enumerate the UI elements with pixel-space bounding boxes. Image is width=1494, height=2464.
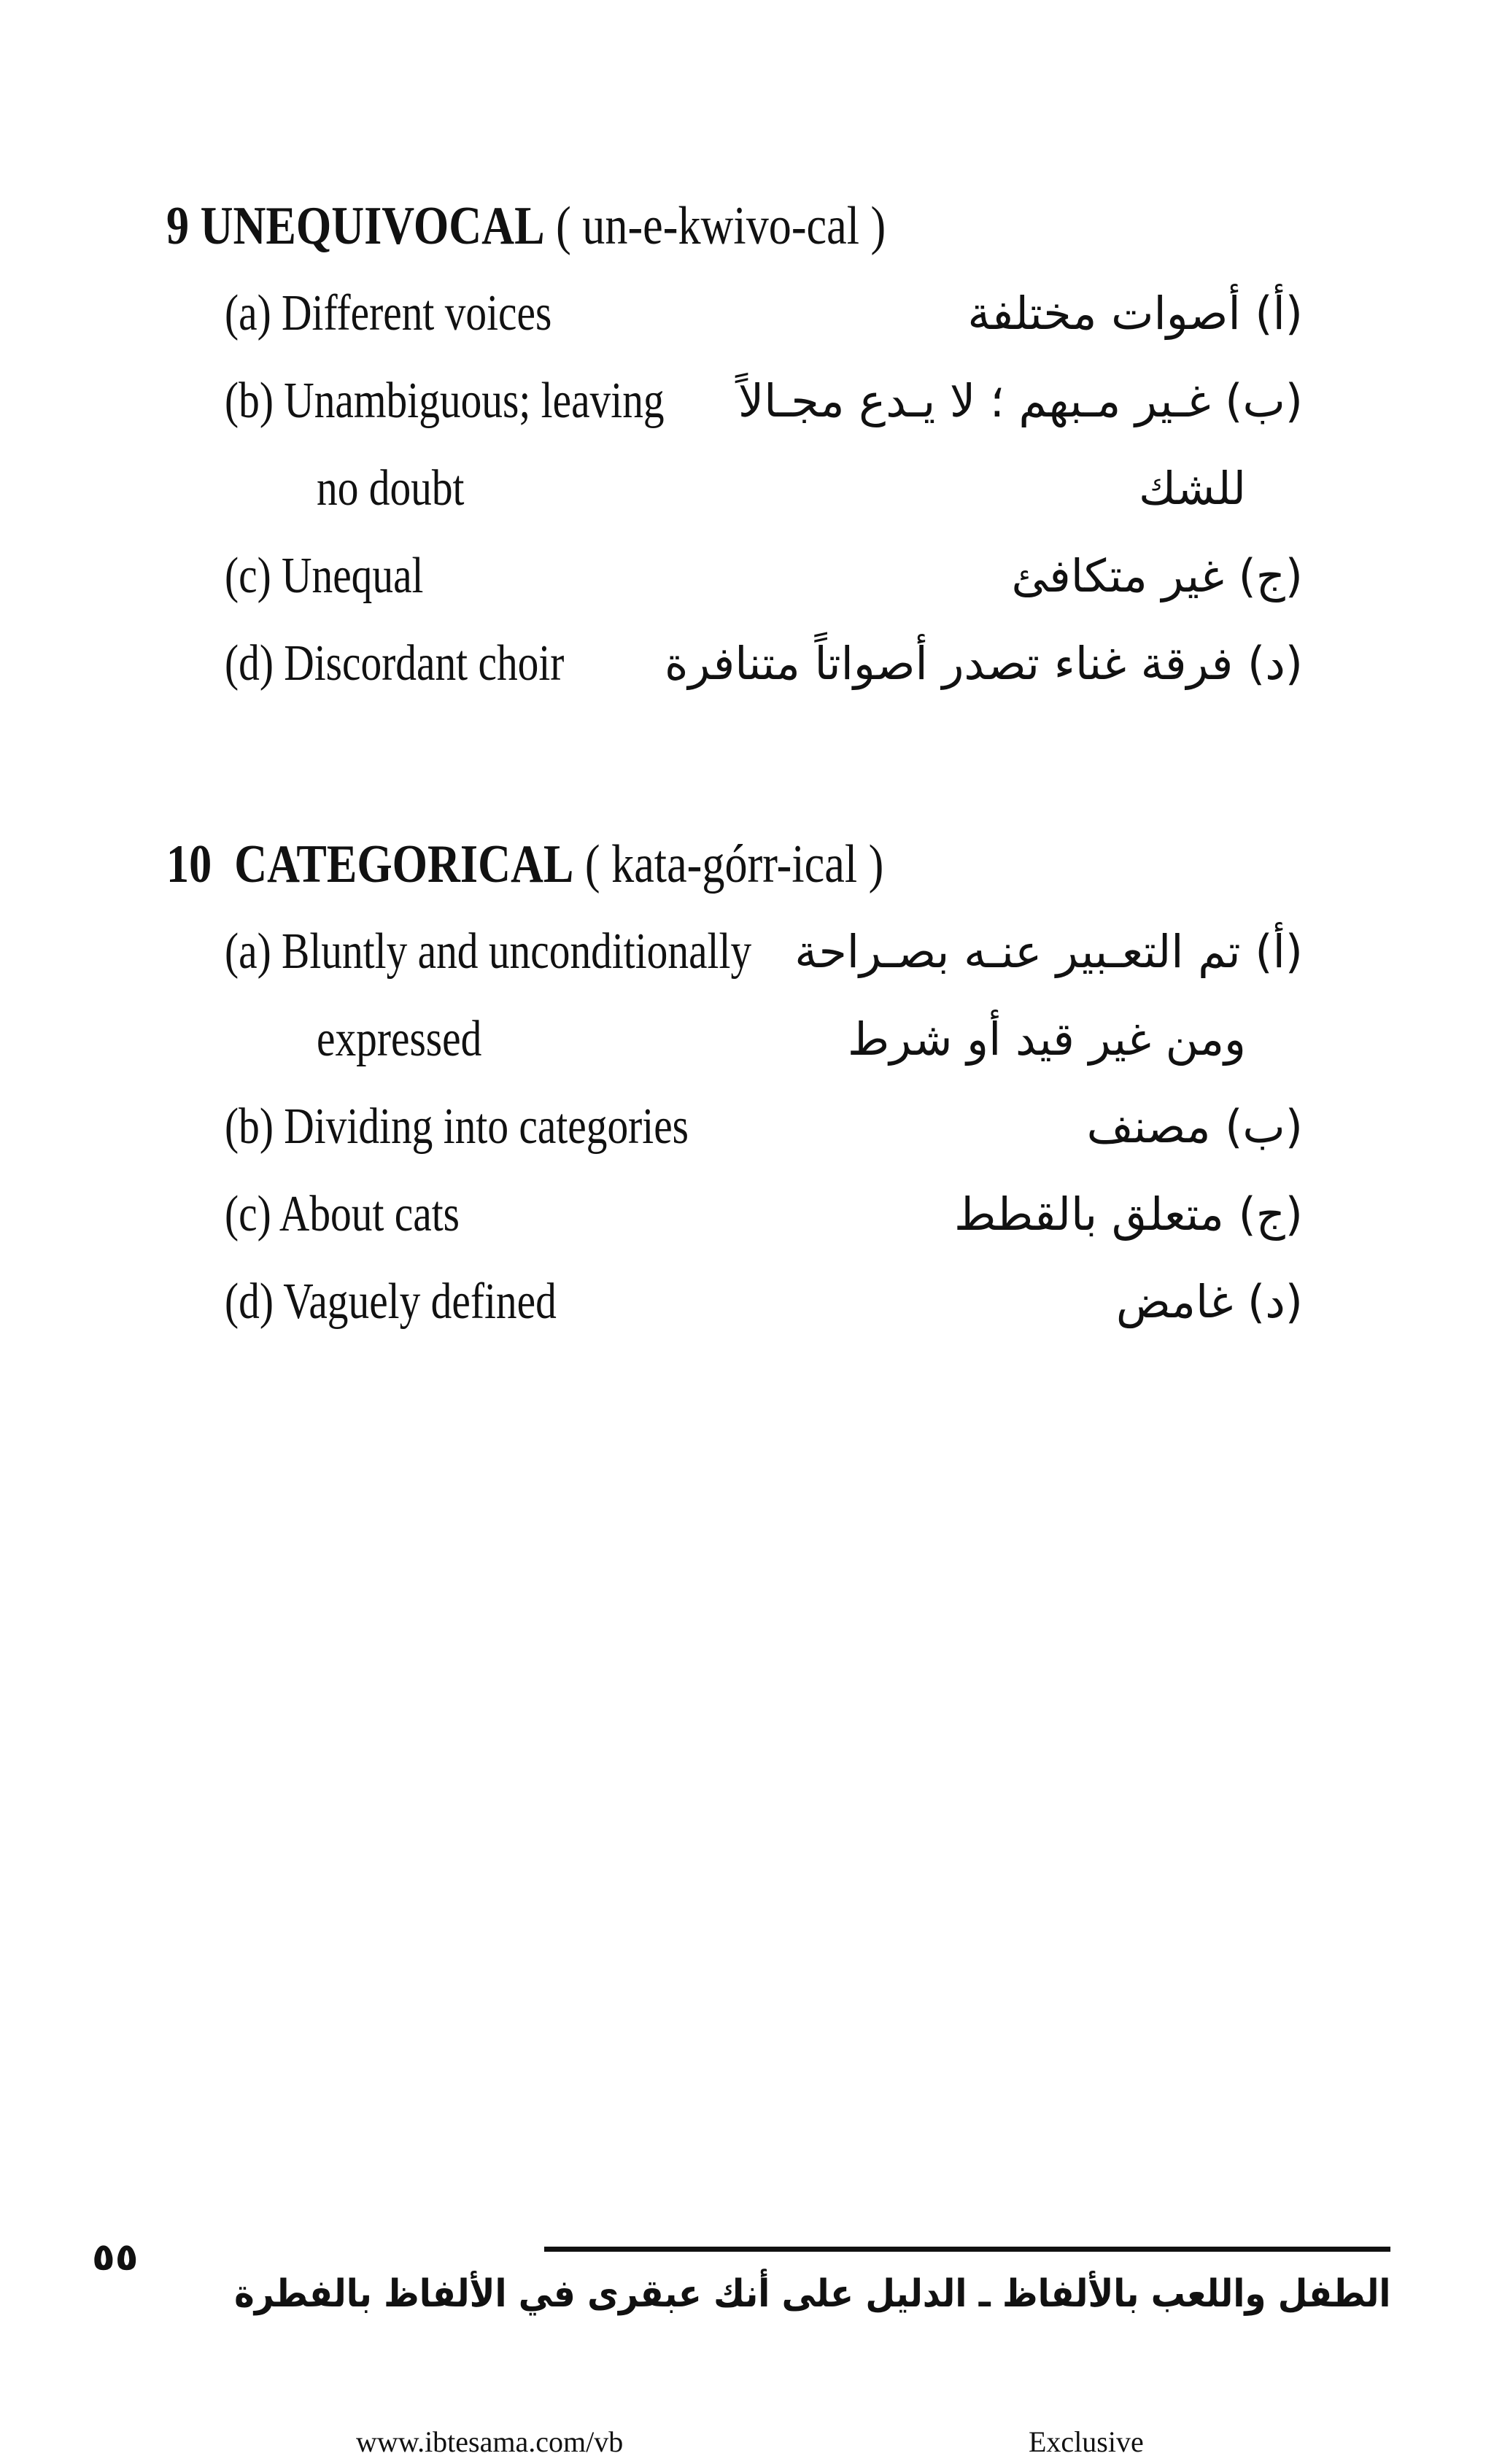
option-arabic: (د) غامض xyxy=(1115,1275,1303,1328)
answer-option-b xyxy=(0,361,1494,516)
option-english: (c) Unequal xyxy=(225,548,424,604)
running-title: الطفل واللعب بالألفاظ ـ الدليل على أنك عبقرى في الألفاظ بالفطرة xyxy=(233,2272,1390,2316)
footer-url: www.ibtesama.com/vb xyxy=(356,2425,624,2458)
entry-heading xyxy=(166,186,886,266)
option-english: (c) About cats xyxy=(225,1186,460,1242)
option-english: (b) Unambiguous; leaving xyxy=(225,373,665,429)
option-arabic: (ب) مصنف xyxy=(1086,1100,1303,1153)
entry-word: CATEGORICAL xyxy=(234,834,574,894)
entry-pronunciation: ( kata-górr-ical ) xyxy=(584,834,884,894)
entry-number: 10 xyxy=(166,834,212,894)
option-english: (a) Bluntly and unconditionally xyxy=(225,923,752,980)
option-english: (d) Discordant choir xyxy=(225,635,565,691)
entry-word: UNEQUIVOCAL xyxy=(200,196,545,256)
answer-option-c xyxy=(0,1174,1494,1262)
option-arabic: (ب) غـير مـبهم ؛ لا يـدع مجـالاً xyxy=(738,374,1303,427)
option-english: (a) Different voices xyxy=(225,285,552,341)
option-english-continued: expressed xyxy=(317,1011,482,1067)
option-arabic-continued: للشك xyxy=(1139,462,1246,515)
option-english: (b) Dividing into categories xyxy=(225,1099,689,1155)
footer-divider xyxy=(544,2247,1390,2252)
option-arabic: (أ) أصوات مختلفة xyxy=(967,287,1303,340)
footer-tag: Exclusive xyxy=(1029,2425,1144,2458)
option-arabic: (د) فرقة غناء تصدر أصواتاً متنافرة xyxy=(664,637,1303,690)
option-english: (d) Vaguely defined xyxy=(225,1274,557,1330)
answer-option-d xyxy=(0,624,1494,711)
option-arabic-continued: ومن غير قيد أو شرط xyxy=(847,1012,1246,1066)
answer-option-c xyxy=(0,536,1494,624)
answer-option-a xyxy=(0,912,1494,1067)
page-number: ٥٥ xyxy=(92,2236,139,2279)
entry-heading xyxy=(166,824,883,904)
entry-pronunciation: ( un-e-kwivo-cal ) xyxy=(556,196,886,256)
answer-option-b xyxy=(0,1087,1494,1174)
answer-option-a xyxy=(0,274,1494,361)
option-english-continued: no doubt xyxy=(317,460,465,516)
option-arabic: (ج) متعلق بالقطط xyxy=(954,1188,1303,1241)
answer-option-d xyxy=(0,1262,1494,1349)
option-arabic: (أ) تم التعـبير عنـه بصـراحة xyxy=(794,925,1303,978)
entry-number: 9 xyxy=(166,196,190,256)
option-arabic: (ج) غير متكافئ xyxy=(1011,549,1303,603)
